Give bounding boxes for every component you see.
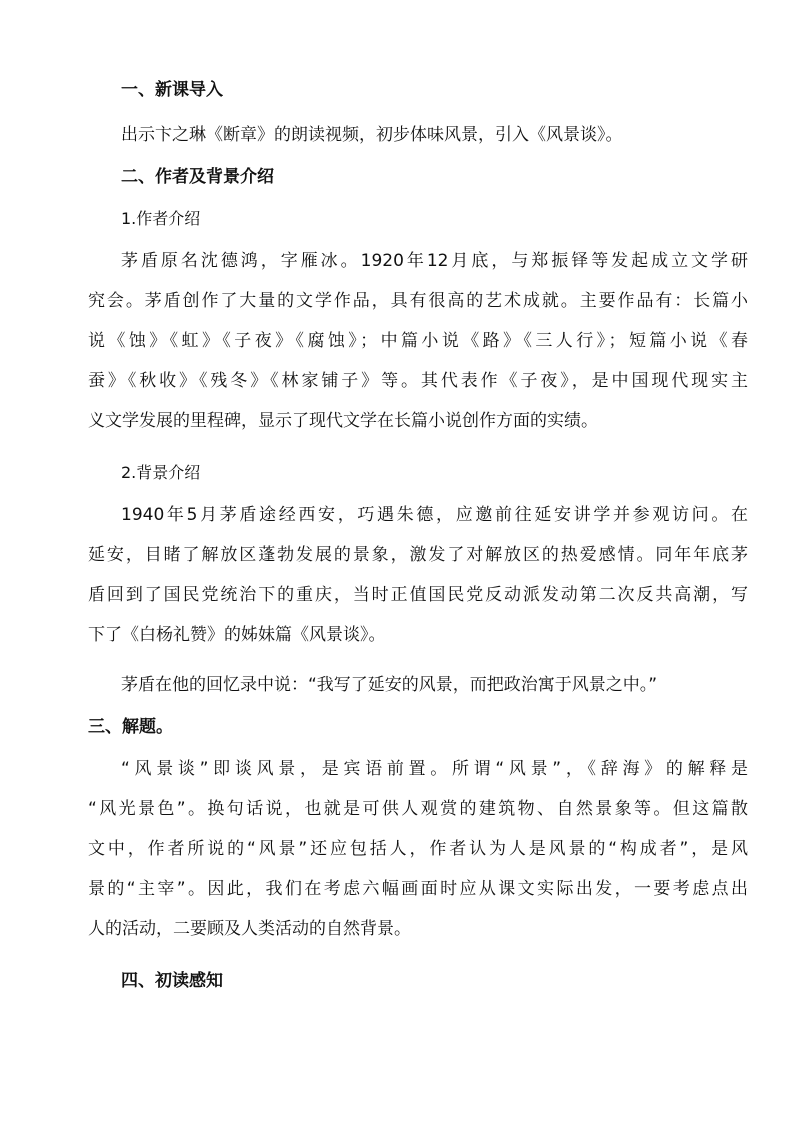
section-3-line-4: 景的“主宰”。因此，我们在考虑六幅画面时应从课文实际出发，一要考虑点出: [88, 879, 748, 899]
author-line-3: 说《蚀》《虹》《子夜》《腐蚀》；中篇小说《路》《三人行》；短篇小说《春: [88, 331, 748, 351]
section-2-heading: 二、作者及背景介绍: [121, 167, 274, 187]
background-line-2: 延安，目睹了解放区蓬勃发展的景象，激发了对解放区的热爱感情。同年年底茅: [88, 545, 748, 565]
author-line-4: 蚕》《秋收》《残冬》《林家铺子》等。其代表作《子夜》，是中国现代现实主: [88, 371, 748, 391]
background-line-3: 盾回到了国民党统治下的重庆，当时正值国民党反动派发动第二次反共高潮，写: [88, 585, 748, 605]
section-3-line-2: “风光景色”。换句话说，也就是可供人观赏的建筑物、自然景象等。但这篇散: [88, 799, 748, 819]
background-paragraph: [88, 498, 748, 652]
author-line-5: 义文学发展的里程碑，显示了现代文学在长篇小说创作方面的实绩。: [88, 411, 598, 431]
background-subheading: 2.背景介绍: [121, 463, 201, 482]
author-subheading: 1.作者介绍: [121, 209, 201, 228]
author-paragraph: [88, 244, 748, 438]
background-line-4: 下了《白杨礼赞》的姊妹篇《风景谈》。: [88, 625, 386, 645]
background-quote: 茅盾在他的回忆录中说：“我写了延安的风景，而把政治寓于风景之中。”: [121, 675, 658, 695]
section-3-line-3: 文中，作者所说的“风景”还应包括人，作者认为人是风景的“构成者”，是风: [88, 839, 748, 859]
background-line-1: 1940年5月茅盾途经西安，巧遇朱德，应邀前往延安讲学并参观访问。在: [121, 505, 748, 525]
section-4-heading: 四、初读感知: [121, 971, 223, 991]
section-3-paragraph: [88, 752, 748, 946]
section-1-body: 出示卞之琳《断章》的朗读视频，初步体味风景，引入《风景谈》。: [121, 125, 623, 145]
author-line-2: 究会。茅盾创作了大量的文学作品，具有很高的艺术成就。主要作品有：长篇小: [88, 291, 748, 311]
section-1-heading: 一、新课导入: [121, 80, 223, 100]
author-line-1: 茅盾原名沈德鸿，字雁冰。1920年12月底，与郑振铎等发起成立文学研: [121, 251, 748, 271]
section-3-line-5: 人的活动，二要顾及人类活动的自然背景。: [88, 919, 411, 939]
section-3-heading: 三、解题。: [88, 717, 173, 737]
section-3-line-1: “风景谈”即谈风景，是宾语前置。所谓“风景”，《辞海》的解释是: [121, 759, 748, 779]
